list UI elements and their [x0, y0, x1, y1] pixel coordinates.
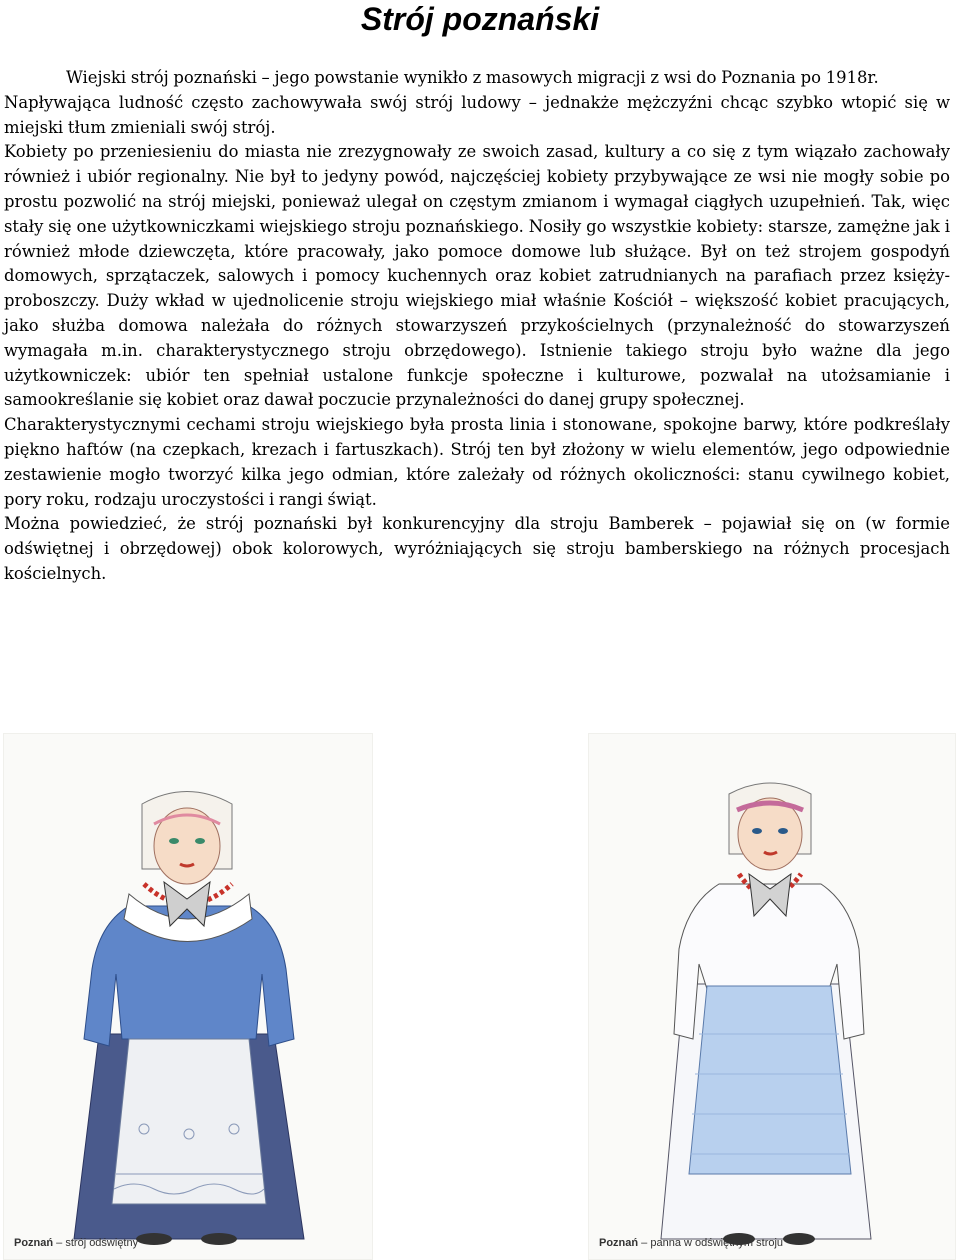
article-body	[4, 66, 950, 587]
paragraph: Napływająca ludność często zachowywała swój strój ludowy – jednakże mężczyźni chcąc szybko wtopić się w miejski tłum zmieniali swój strój.	[4, 92, 950, 137]
page-title: Strój poznański	[360, 1, 600, 37]
paragraph: Charakterystycznymi cechami stroju wiejskiego była prosta linia i stonowane, spokojne barwy, które podkreślały piękno haftów (na czepkach, krezach i fartuszkach). Strój ten był złożony w wielu elementów, jego odpowiednie zestawienie mogło tworzyć kilka jego odmian, które zależały od różnych okoliczności: stanu cywilnego kobiet, pory roku, rodzaju uroczystości i rangi świąt.	[4, 415, 950, 509]
paragraph: Można powiedzieć, że strój poznański był konkurencyjny dla stroju Bamberek – pojawiał się on (w formie odświętnej i obrzędowej) obok kolorowych, wyróżniających się stroju bamberskiego na różnych procesjach kościelnych.	[4, 514, 950, 583]
paragraph: Wiejski strój poznański – jego powstanie wynikło z masowych migracji z wsi do Poznania po 1918r.	[66, 68, 879, 87]
figure-caption: Poznań – panna w odświętnym stroju	[599, 1237, 784, 1249]
drawing-festive-costume	[4, 734, 372, 1259]
figure-caption: Poznań – strój odświętny	[14, 1237, 139, 1249]
figure-festive-costume	[3, 733, 373, 1260]
paragraph: Kobiety po przeniesieniu do miasta nie zrezygnowały ze swoich zasad, kultury a co się z tym wiązało zachowały również i ubiór regionalny. Nie był to jedyny powód, najczęściej kobiety przybywające ze wsi nie mogły sobie po prostu pozwolić na strój miejski, ponieważ ulegał on częstym zmianom i wymagał ciągłych uzupełnień. Tak, więc stały się one użytkowniczkami wiejskiego stroju poznańskiego. Nosiły go wszystkie kobiety: starsze, zamężne jak i również młode dziewczęta, które pracowały, jako pomoce domowe lub służące. Był on też strojem gospodyń domowych, sprzątaczek, salowych i pomocy kuchennych oraz kobiet zatrudnianych na parafiach przez księży-proboszczy. Duży wkład w ujednolicenie stroju wiejskiego miał właśnie Kościół – większość kobiet pracujących, jako służba domowa należała do różnych stowarzyszeń przykościelnych (przynależność do stowarzyszeń wymagała m.in. charakterystycznego stroju obrzędowego). Istnienie takiego stroju było ważne dla jego użytkowniczek: ubiór ten spełniał ustalone funkcje społeczne i kulturowe, pozwalał na utożsamianie i samookreślanie się kobiet oraz dawał poczucie przynależności do danej grupy społecznej.	[4, 142, 950, 410]
drawing-maiden-costume	[589, 734, 955, 1259]
figure-maiden-costume	[588, 733, 956, 1260]
